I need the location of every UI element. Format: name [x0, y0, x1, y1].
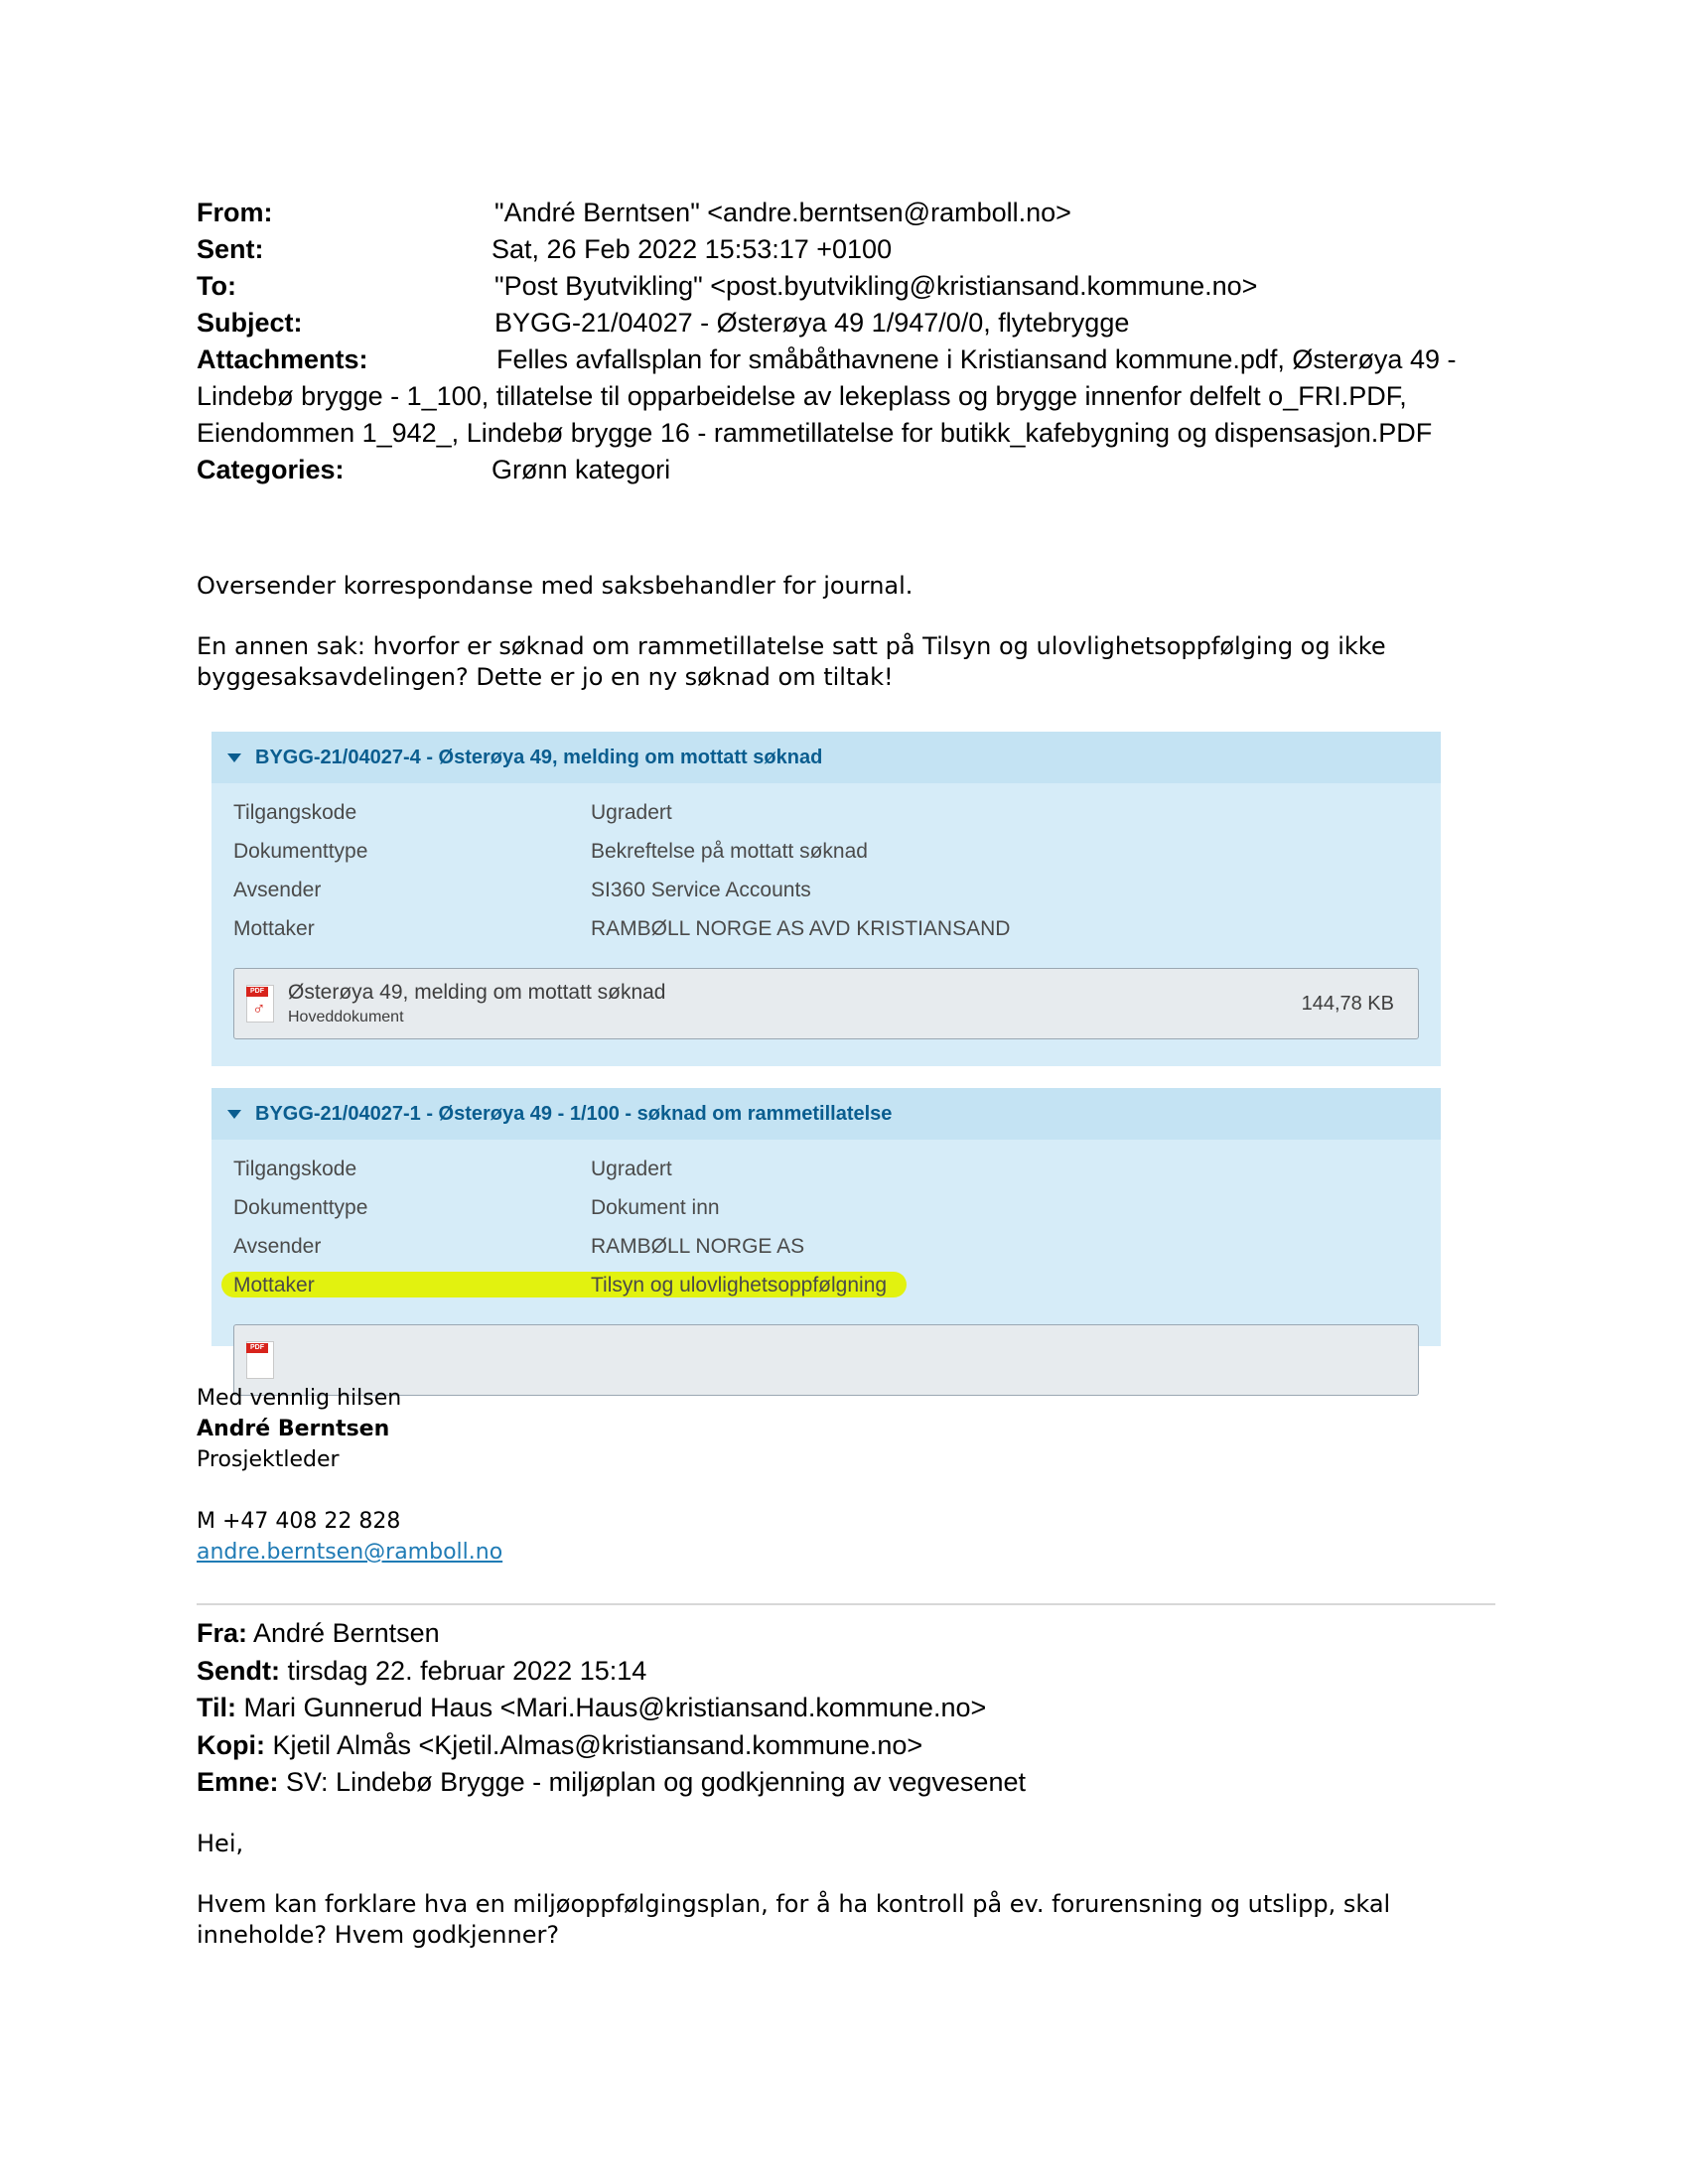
fw-from-row [197, 1615, 1026, 1653]
header-from-row [197, 195, 1507, 231]
sent-label: Sent: [197, 234, 264, 264]
metadata-row [211, 1150, 1441, 1188]
metadata-key: Tilgangskode [233, 1157, 357, 1180]
metadata-value: RAMBØLL NORGE AS [591, 1234, 805, 1258]
fw-from-label: Fra: [197, 1618, 248, 1648]
subject-label: Subject: [197, 308, 303, 338]
fw-subject-label: Emne: [197, 1767, 279, 1797]
document-card[interactable] [233, 968, 1419, 1039]
body-paragraph-1: Oversender korrespondanse med saksbehandler for journal. [197, 572, 914, 600]
signature-phone: M +47 408 22 828 [197, 1509, 401, 1534]
from-label: From: [197, 198, 273, 227]
body-paragraph-2 [197, 631, 1507, 693]
fw-to-label: Til: [197, 1693, 236, 1722]
metadata-row-highlighted [211, 1266, 1441, 1304]
case-entry-panel-1 [211, 732, 1441, 1066]
body-paragraph-2-line-2: byggesaksavdelingen? Dette er jo en ny søknad om tiltak! [197, 663, 894, 691]
fw-to-value: Mari Gunnerud Haus <Mari.Haus@kristiansand.kommune.no> [236, 1693, 987, 1722]
metadata-value: Ugradert [591, 800, 672, 824]
case-entry-header-2[interactable] [211, 1088, 1441, 1140]
signature-email-link[interactable]: andre.berntsen@ramboll.no [197, 1540, 503, 1565]
fw-question [197, 1889, 1507, 1951]
signature-greeting: Med vennlig hilsen [197, 1386, 402, 1411]
metadata-row [211, 871, 1441, 909]
metadata-value: Bekreftelse på mottatt søknad [591, 839, 868, 863]
fw-sent-row [197, 1653, 1026, 1691]
pdf-file-icon: PDF [246, 1341, 274, 1379]
metadata-value: SI360 Service Accounts [591, 878, 811, 901]
body-paragraph-2-line-1: En annen sak: hvorfor er søknad om rammetillatelse satt på Tilsyn og ulovlighetsoppfølging og ikke [197, 632, 1386, 660]
attachments-line-1: Felles avfallsplan for småbåthavnene i Kristiansand kommune.pdf, Østerøya 49 - [496, 344, 1457, 374]
signature-title: Prosjektleder [197, 1447, 340, 1472]
fw-subject-value: SV: Lindebø Brygge - miljøplan og godkjenning av vegvesenet [278, 1767, 1026, 1797]
metadata-row [211, 793, 1441, 832]
header-sent-row [197, 231, 1507, 268]
fw-sent-value: tirsdag 22. februar 2022 15:14 [280, 1655, 647, 1686]
email-header [197, 195, 1507, 488]
case-entry-panel-2 [211, 1088, 1441, 1351]
metadata-row [211, 909, 1441, 948]
header-categories-row [197, 452, 1507, 488]
fw-from-value: André Berntsen [247, 1618, 440, 1648]
fw-question-line-2: inneholde? Hvem godkjenner? [197, 1921, 560, 1949]
fw-sent-label: Sendt: [197, 1655, 280, 1686]
expand-triangle-icon [227, 753, 241, 762]
signature-name: André Berntsen [197, 1417, 390, 1441]
fw-to-row [197, 1690, 1026, 1727]
document-size: 144,78 KB [1301, 993, 1394, 1015]
forwarded-message [197, 1615, 1026, 1802]
metadata-row [211, 1188, 1441, 1227]
fw-subject-row [197, 1764, 1026, 1802]
attachments-label: Attachments: [197, 344, 368, 374]
metadata-key: Dokumenttype [233, 1195, 368, 1219]
metadata-key: Mottaker [233, 916, 315, 940]
metadata-value: Ugradert [591, 1157, 672, 1180]
subject-value: BYGG-21/04027 - Østerøya 49 1/947/0/0, flytebrygge [494, 308, 1130, 338]
case-entry-title-2: BYGG-21/04027-1 - Østerøya 49 - 1/100 - søknad om rammetillatelse [255, 1102, 893, 1125]
metadata-value: Tilsyn og ulovlighetsoppfølgning [591, 1273, 888, 1297]
attachments-line-2: Lindebø brygge - 1_100, tillatelse til opparbeidelse av lekeplass og brygge innenfor delfelt o_FRI.PDF, [197, 381, 1407, 411]
fw-cc-value: Kjetil Almås <Kjetil.Almas@kristiansand.kommune.no> [264, 1729, 923, 1760]
metadata-value: Dokument inn [591, 1195, 720, 1219]
fw-greeting: Hei, [197, 1830, 244, 1857]
metadata-key: Mottaker [233, 1273, 315, 1297]
signature-block [197, 1383, 502, 1568]
metadata-key: Tilgangskode [233, 800, 357, 824]
document-subtitle: Hoveddokument [288, 1009, 404, 1025]
metadata-key: Avsender [233, 878, 322, 901]
fw-cc-label: Kopi: [197, 1729, 265, 1760]
fw-cc-row [197, 1727, 1026, 1765]
metadata-row [211, 832, 1441, 871]
divider [197, 1603, 1495, 1605]
categories-label: Categories: [197, 455, 345, 484]
fw-question-line-1: Hvem kan forklare hva en miljøoppfølgingsplan, for å ha kontroll på ev. forurensning og utslipp, skal [197, 1890, 1391, 1918]
document-title: Østerøya 49, melding om mottatt søknad [288, 981, 666, 1004]
case-entry-header-1[interactable] [211, 732, 1441, 783]
from-value: "André Berntsen" <andre.berntsen@ramboll.no> [494, 198, 1071, 227]
sent-value: Sat, 26 Feb 2022 15:53:17 +0100 [492, 234, 893, 264]
case-entry-title-1: BYGG-21/04027-4 - Østerøya 49, melding om mottatt søknad [255, 746, 823, 768]
to-label: To: [197, 271, 236, 301]
to-value: "Post Byutvikling" <post.byutvikling@kristiansand.kommune.no> [494, 271, 1258, 301]
metadata-key: Dokumenttype [233, 839, 368, 863]
metadata-row [211, 1227, 1441, 1266]
header-to-row [197, 268, 1507, 305]
categories-value: Grønn kategori [492, 455, 671, 484]
pdf-file-icon: PDF ♂ [246, 985, 274, 1023]
expand-triangle-icon [227, 1110, 241, 1119]
metadata-key: Avsender [233, 1234, 322, 1258]
metadata-value: RAMBØLL NORGE AS AVD KRISTIANSAND [591, 916, 1011, 940]
header-subject-row [197, 305, 1507, 341]
attachments-line-3: Eiendommen 1_942_, Lindebø brygge 16 - rammetillatelse for butikk_kafebygning og dispensasjon.PDF [197, 418, 1433, 448]
header-attachments-row [197, 341, 1507, 452]
